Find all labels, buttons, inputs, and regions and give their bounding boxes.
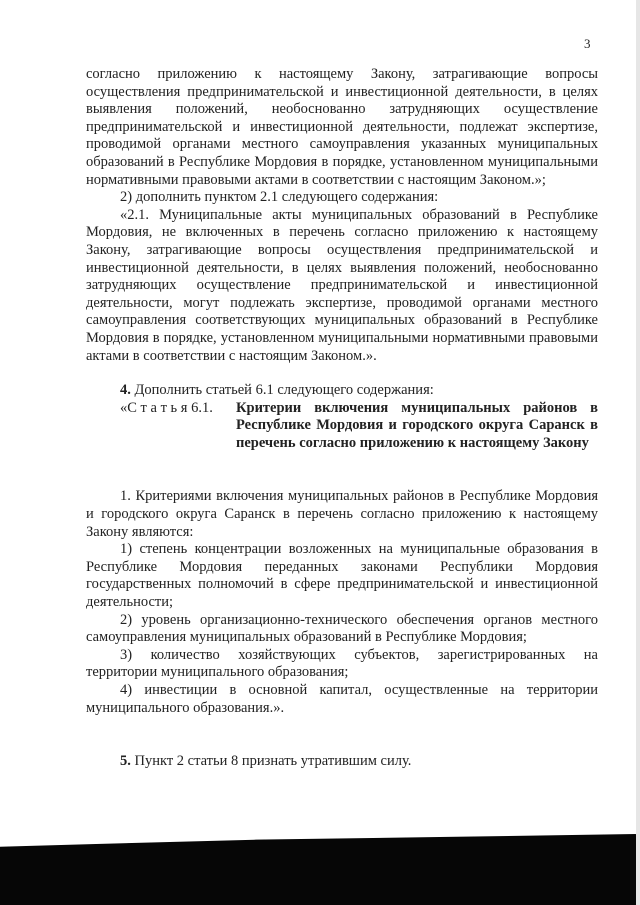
section-4-number: 4. xyxy=(120,382,131,399)
criteria-intro: 1. Критериями включения муниципальных районов в Республике Мордовия и городского округа Саранск в перечень согласно приложению к настоящему Закону являются: xyxy=(86,488,598,540)
criteria-item-4: 4) инвестиции в основной капитал, осуществленные на территории муниципального образования.». xyxy=(86,682,598,716)
section-5-text: Пункт 2 статьи 8 признать утратившим силу. xyxy=(134,753,412,770)
article-label: «С т а т ь я 6.1. xyxy=(120,399,213,416)
paragraph-point-2-1: «2.1. Муниципальные акты муниципальных образований в Республике Мордовия, не включенных в перечень согласно приложению к настоящему Закону, затрагивающие вопросы осуществления предпринимательской и инвестиционной деятельности, в целях выявления положений, необоснованно затрудняющих осуществление предпринимательской и инвестиционной деятельности, могут подлежать экспертизе, проводимой органами местного самоуправления соответствующих муниципальных образований в Республике Мордовия в порядке, установленном муниципальными нормативными правовыми актами в соответствии с настоящим Законом.». xyxy=(86,206,598,364)
article-title: Критерии включения муниципальных районов в Республике Мордовия и городского округа Саранск в перечень согласно приложению к настоящему Закону xyxy=(236,399,598,451)
scan-edge xyxy=(636,0,640,905)
section-5-number: 5. xyxy=(120,753,131,770)
paragraph-continuation: согласно приложению к настоящему Закону, затрагивающие вопросы осуществления предпринимательской и инвестиционной деятельности, в целях выявления положений, необоснованно затрудняющих осуществление предпринимательской и инвестиционной деятельности, подлежат экспертизе, проводимой органами местного самоуправления указанных муниципальных образований в Республике Мордовия в порядке, установленном муниципальными нормативными правовыми актами в соответствии с настоящим Законом.»; xyxy=(86,66,598,188)
scan-shadow-bar xyxy=(0,834,640,905)
page-number: 3 xyxy=(584,36,591,51)
document-body xyxy=(86,66,598,771)
section-4-heading xyxy=(86,382,598,400)
criteria-item-3: 3) количество хозяйствующих субъектов, зарегистрированных на территории муниципального образования; xyxy=(86,646,598,681)
criteria-item-2: 2) уровень организационно-технического обеспечения органов местного самоуправления муниципальных образований в Республике Мордовия; xyxy=(86,611,598,646)
criteria-item-1: 1) степень концентрации возложенных на муниципальные образования в Республике Мордовия переданных законами Республики Мордовия государственных полномочий в сфере предпринимательской и инвестиционной деятельности; xyxy=(86,541,598,611)
section-5 xyxy=(86,753,598,771)
article-6-1-header xyxy=(86,400,598,453)
section-4-text: Дополнить статьей 6.1 следующего содержания: xyxy=(134,382,434,399)
paragraph-item-2: 2) дополнить пунктом 2.1 следующего содержания: xyxy=(120,189,439,206)
